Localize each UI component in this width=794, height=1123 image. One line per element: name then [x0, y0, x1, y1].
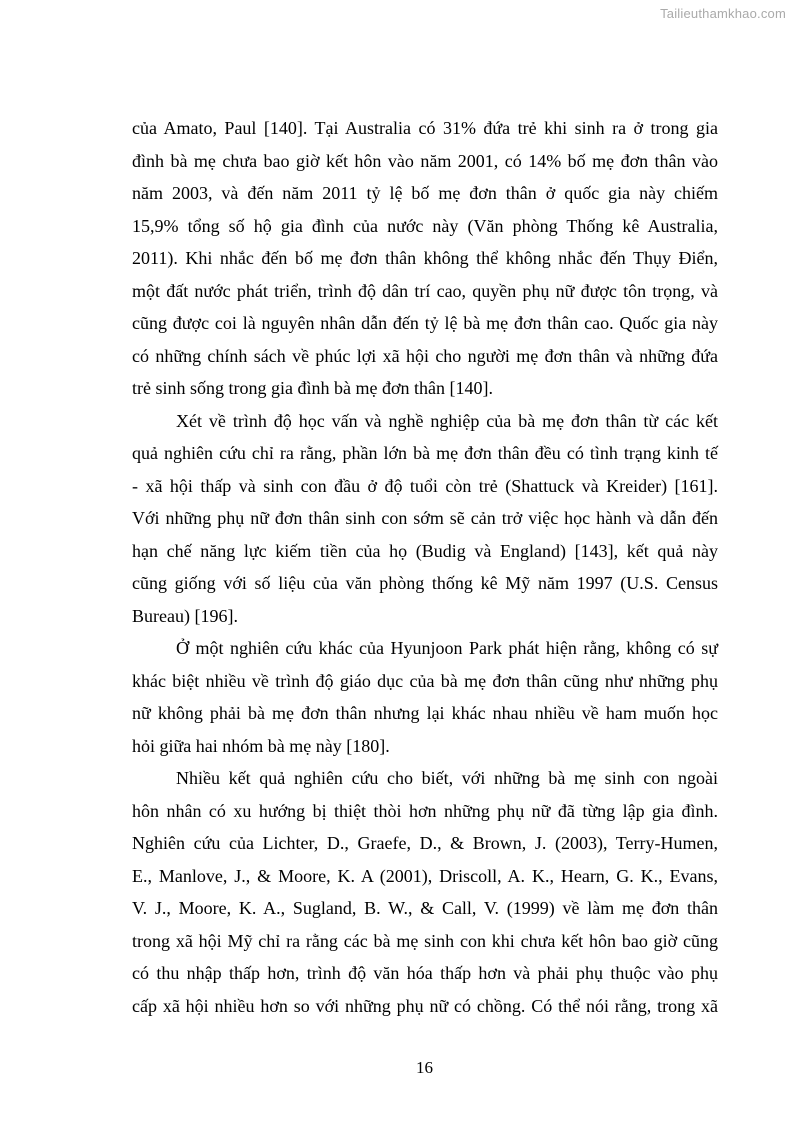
text-line: Nghiên cứu của Lichter, D., Graefe, D., & Brown, J. (2003), Terry-Humen,: [132, 833, 718, 853]
text-line: của Amato, Paul [140]. Tại Australia có 31% đứa trẻ khi sinh ra ở trong gia: [132, 118, 718, 138]
text-line: cấp xã hội nhiều hơn so với những phụ nữ có chồng. Có thể nói rằng, trong xã: [132, 995, 718, 1016]
text-line: cũng được coi là nguyên nhân dẫn đến tỷ lệ bà mẹ đơn thân cao. Quốc gia này: [132, 313, 718, 333]
page-number: 16: [416, 1058, 433, 1077]
text-line: nữ không phải bà mẹ đơn thân nhưng lại khác nhau nhiều về ham muốn học: [132, 703, 718, 723]
text-line: đình bà mẹ chưa bao giờ kết hôn vào năm 2001, có 14% bố mẹ đơn thân vào: [132, 150, 718, 171]
text-line: hạn chế năng lực kiếm tiền của họ (Budig và England) [143], kết quả này: [132, 540, 718, 561]
text-line: Với những phụ nữ đơn thân sinh con sớm sẽ cản trở việc học hành và dẫn đến: [132, 508, 718, 528]
text-line: hỏi giữa hai nhóm bà mẹ này [180].: [132, 735, 390, 756]
text-line: năm 2003, và đến năm 2011 tỷ lệ bố mẹ đơn thân ở quốc gia này chiếm: [132, 183, 718, 203]
text-line: trẻ sinh sống trong gia đình bà mẹ đơn thân [140].: [132, 378, 493, 398]
text-line: Nhiều kết quả nghiên cứu cho biết, với những bà mẹ sinh con ngoài: [176, 768, 718, 788]
paragraph: [132, 762, 718, 1022]
text-line: V. J., Moore, K. A., Sugland, B. W., & Call, V. (1999) về làm mẹ đơn thân: [132, 898, 718, 918]
text-line: - xã hội thấp và sinh con đầu ở độ tuổi còn trẻ (Shattuck và Kreider) [161].: [132, 475, 718, 496]
text-line: có thu nhập thấp hơn, trình độ văn hóa thấp hơn và phải phụ thuộc vào phụ: [132, 963, 718, 983]
paragraph: [132, 632, 718, 762]
text-line: 2011). Khi nhắc đến bố mẹ đơn thân không thể không nhắc đến Thụy Điển,: [132, 248, 718, 268]
paragraph: [132, 405, 718, 633]
text-line: E., Manlove, J., & Moore, K. A (2001), Driscoll, A. K., Hearn, G. K., Evans,: [132, 865, 718, 886]
text-line: một đất nước phát triển, trình độ dân trí cao, quyền phụ nữ được tôn trọng, và: [132, 280, 718, 301]
text-line: Xét về trình độ học vấn và nghề nghiệp của bà mẹ đơn thân từ các kết: [176, 410, 718, 431]
text-line: hôn nhân có xu hướng bị thiệt thòi hơn những phụ nữ đã từng lập gia đình.: [132, 800, 718, 821]
watermark: Tailieuthamkhao.com: [660, 6, 786, 21]
paragraph: [132, 112, 718, 405]
text-line: trong xã hội Mỹ chỉ ra rằng các bà mẹ sinh con khi chưa kết hôn bao giờ cũng: [132, 930, 718, 951]
text-line: cũng giống với số liệu của văn phòng thống kê Mỹ năm 1997 (U.S. Census: [132, 573, 718, 593]
text-line: Ở một nghiên cứu khác của Hyunjoon Park phát hiện rằng, không có sự: [176, 638, 718, 658]
text-line: có những chính sách về phúc lợi xã hội cho người mẹ đơn thân và những đứa: [132, 345, 718, 366]
text-line: 15,9% tổng số hộ gia đình của nước này (Văn phòng Thống kê Australia,: [132, 215, 718, 236]
text-line: khác biệt nhiều về trình độ giáo dục của bà mẹ đơn thân cũng như những phụ: [132, 670, 718, 691]
text-line: Bureau) [196].: [132, 605, 238, 626]
text-line: quả nghiên cứu chỉ ra rằng, phần lớn bà mẹ đơn thân đều có tình trạng kinh tế: [132, 443, 718, 463]
document-body: [132, 112, 718, 1022]
